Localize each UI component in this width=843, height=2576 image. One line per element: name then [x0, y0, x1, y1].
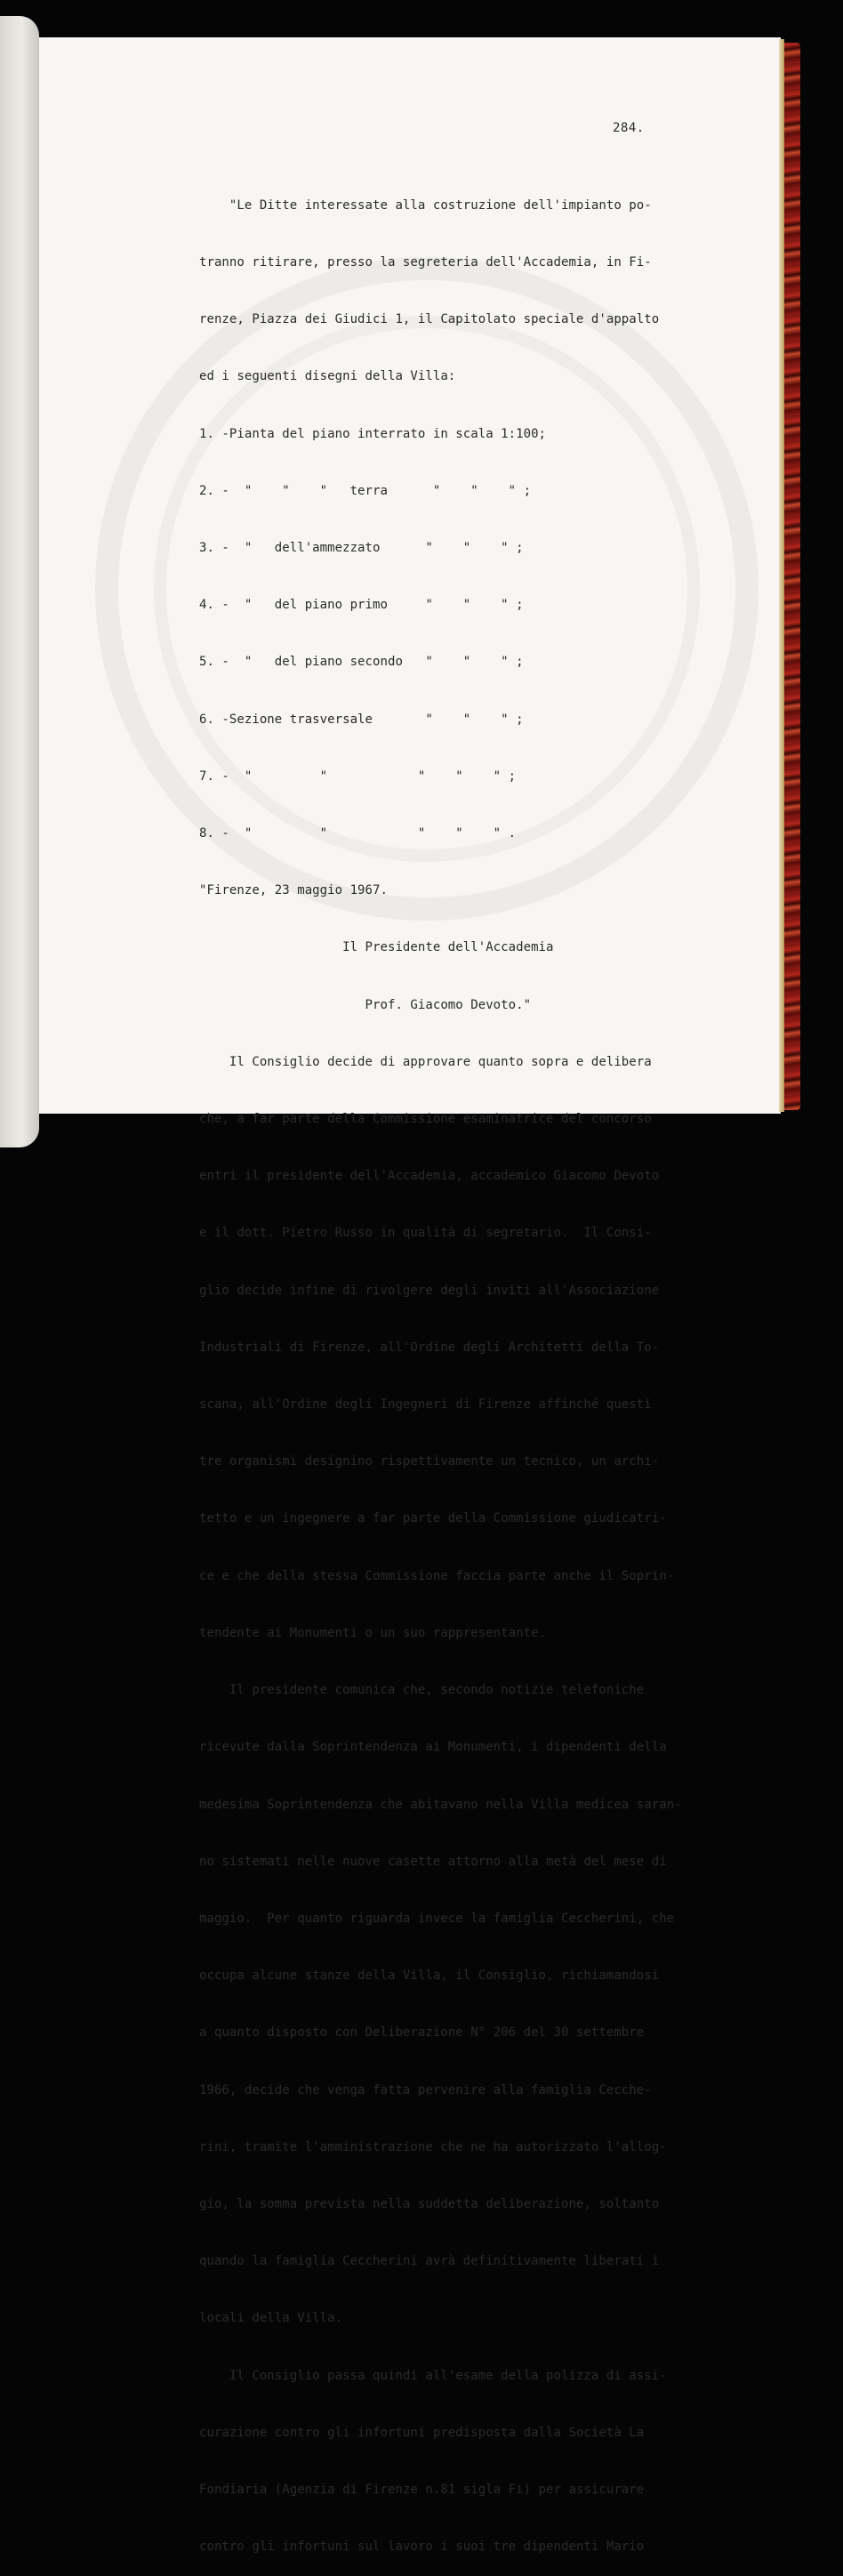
signature-name: Prof. Giacomo Devoto." — [199, 997, 532, 1012]
text-line: occupa alcune stanze della Villa, il Consiglio, richiamandosi — [199, 1968, 660, 1984]
list-item: 2. - " " " terra " " " ; — [199, 483, 532, 498]
text-line: tranno ritirare, presso la segreteria dell'Accademia, in Fi- — [199, 255, 652, 270]
facing-page-edge — [0, 16, 39, 1147]
list-item: 8. - " " " " " . — [199, 826, 517, 841]
text-line: quando la famiglia Ceccherini avrà definitivamente liberati i — [199, 2254, 660, 2269]
text-line: ed i seguenti disegni della Villa: — [199, 369, 456, 384]
text-line: maggio. Per quanto riguarda invece la famiglia Ceccherini, che — [199, 1911, 675, 1926]
text-line: medesima Soprintendenza che abitavano nella Villa medicea saran- — [199, 1797, 682, 1812]
list-item: 4. - " del piano primo " " " ; — [199, 598, 524, 613]
text-line: glio decide infine di rivolgere degli inviti all'Associazione — [199, 1283, 660, 1298]
text-line: scana, all'Ordine degli Ingegneri di Firenze affinché questi — [199, 1397, 652, 1413]
text-line: contro gli infortuni sul lavoro i suoi tre dipendenti Mario — [199, 2540, 645, 2555]
text-line: che, a far parte della Commissione esaminatrice del concorso — [199, 1112, 652, 1127]
text-line: Il Consiglio decide di approvare quanto sopra e delibera — [199, 1054, 652, 1069]
date-line: "Firenze, 23 maggio 1967. — [199, 883, 388, 898]
text-line: no sistemati nelle nuove casette attorno alla metà del mese di — [199, 1854, 667, 1869]
text-line: renze, Piazza dei Giudici 1, il Capitolato speciale d'appalto — [199, 312, 660, 327]
document-body — [199, 158, 706, 2576]
text-line: 1966, decide che venga fatta pervenire alla famiglia Cecche- — [199, 2082, 652, 2097]
text-line: e il dott. Pietro Russo in qualità di segretario. Il Consi- — [199, 1226, 652, 1241]
list-item: 5. - " del piano secondo " " " ; — [199, 655, 524, 670]
page-number: 284. — [613, 121, 645, 135]
page-gilt-edge — [779, 39, 784, 1112]
text-line: Fondiaria (Agenzia di Firenze n.81 sigla Fi) per assicurare — [199, 2482, 645, 2497]
list-item: 1. -Pianta del piano interrato in scala 1:100; — [199, 426, 547, 441]
text-line: tendente ai Monumenti o un suo rappresentante. — [199, 1625, 547, 1640]
text-line: gio, la somma prevista nella suddetta deliberazione, soltanto — [199, 2196, 660, 2211]
text-line: ricevute dalla Soprintendenza ai Monumenti, i dipendenti della — [199, 1740, 667, 1755]
text-line: ce e che della stessa Commissione faccia parte anche il Soprin- — [199, 1568, 675, 1583]
text-line: Il presidente comunica che, secondo notizie telefoniche — [199, 1683, 645, 1698]
text-line: tre organismi designino rispettivamente un tecnico, un archi- — [199, 1454, 660, 1469]
list-item: 3. - " dell'ammezzato " " " ; — [199, 541, 524, 556]
text-line: a quanto disposto con Deliberazione N° 206 del 30 settembre — [199, 2025, 645, 2041]
text-line: rini, tramite l'amministrazione che ne ha autorizzato l'allog- — [199, 2139, 667, 2154]
text-line: entri il presidente dell'Accademia, accademico Giacomo Devoto — [199, 1169, 660, 1184]
text-line: "Le Ditte interessate alla costruzione dell'impianto po- — [199, 197, 652, 213]
text-line: Industriali di Firenze, all'Ordine degli Architetti della To- — [199, 1340, 660, 1355]
text-line: Il Consiglio passa quindi all'esame della polizza di assi- — [199, 2368, 667, 2383]
text-line: curazione contro gli infortuni predisposta dalla Società La — [199, 2425, 645, 2440]
list-item: 7. - " " " " " ; — [199, 769, 517, 784]
text-line: tetto e un ingegnere a far parte della Commissione giudicatri- — [199, 1511, 667, 1526]
text-line: locali della Villa. — [199, 2311, 343, 2326]
signature-title: Il Presidente dell'Accademia — [199, 940, 554, 955]
list-item: 6. -Sezione trasversale " " " ; — [199, 712, 524, 727]
